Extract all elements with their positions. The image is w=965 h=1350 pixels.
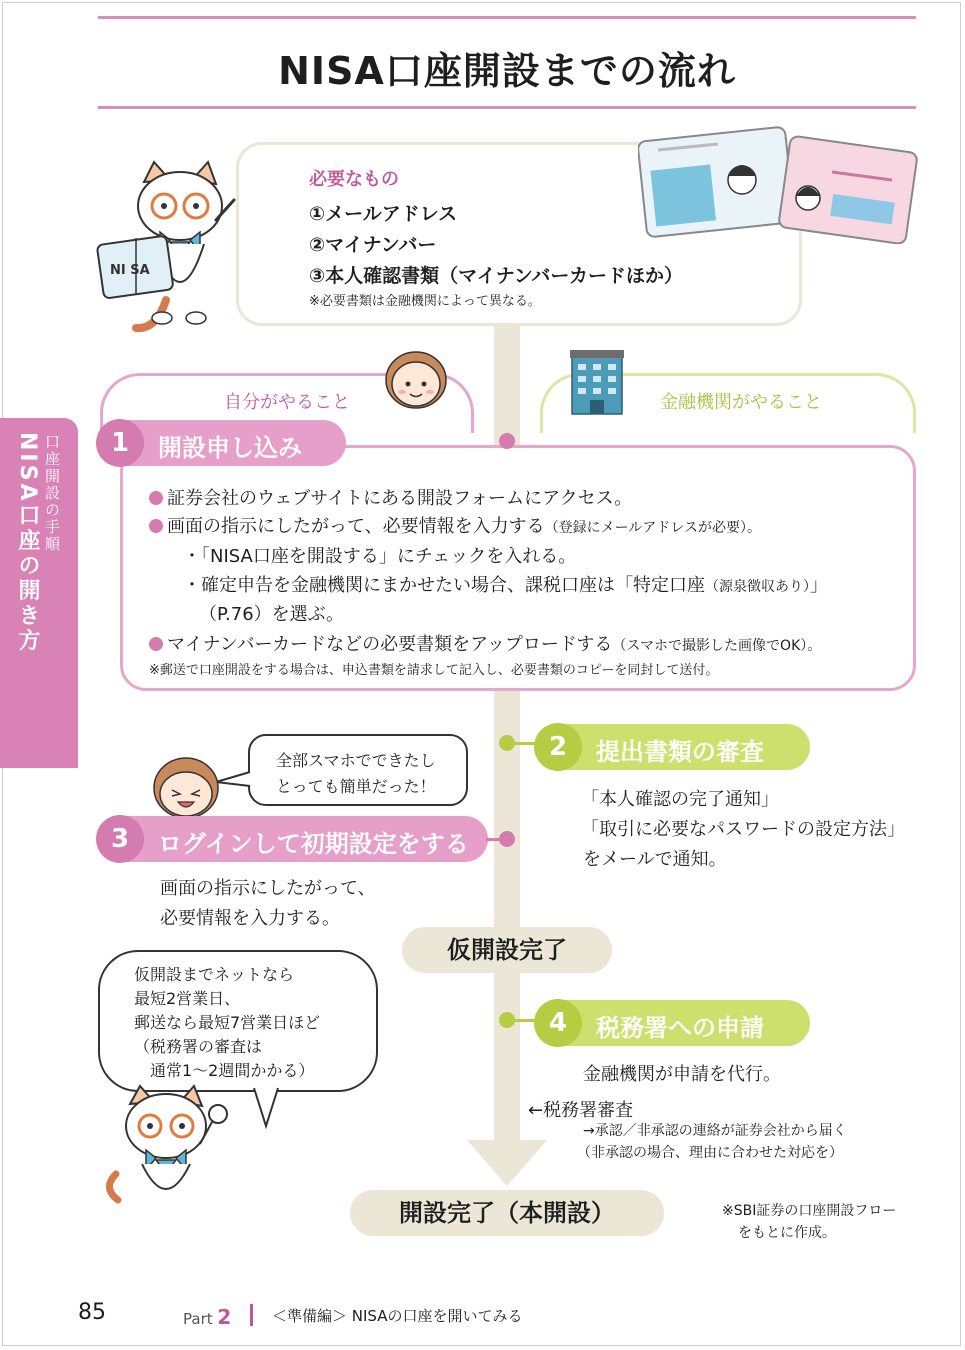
woman-face-illustration <box>380 344 452 410</box>
bullet-icon <box>149 491 163 505</box>
bubble-tail <box>250 1086 290 1130</box>
bullet-icon <box>149 637 163 651</box>
required-item: ③本人確認書類（マイナンバーカードほか） <box>309 265 684 287</box>
bubble-line: 通常1～2週間かかる） <box>150 1061 315 1080</box>
bubble-line: 最短2営業日、 <box>134 989 241 1008</box>
speech-bubble-timeline <box>98 950 378 1092</box>
step1-subline: ・確定申告を金融機関にまかせたい場合、課税口座は「特定口座（源泉徴収あり）」 <box>183 575 828 596</box>
step1-note: ※郵送で口座開設をする場合は、申込書類を請求して記入し、必要書類のコピーを同封して送付。 <box>149 663 719 678</box>
provisional-complete-milestone: 仮開設完了 <box>402 927 612 973</box>
source-note: をもとに作成。 <box>738 1225 836 1241</box>
title-top-rule <box>98 16 916 19</box>
full-complete-milestone: 開設完了（本開設） <box>350 1190 664 1236</box>
step1-connector-dot <box>499 433 515 449</box>
step3-line: 画面の指示にしたがって、 <box>160 878 376 899</box>
required-items-heading: 必要なもの <box>309 169 399 190</box>
side-tab-title: NISA口座の開き方 <box>15 432 40 654</box>
bubble-line: とっても簡単だった！ <box>276 777 436 796</box>
step1-box <box>120 445 916 691</box>
tax-review-label: ←税務署審査 <box>528 1100 634 1121</box>
footer-part: Part 2 <box>183 1305 232 1329</box>
building-icon <box>568 346 626 416</box>
step1-number: 1 <box>96 419 144 467</box>
step3-line: 必要情報を入力する。 <box>160 908 340 929</box>
step1-line: マイナンバーカードなどの必要書類をアップロードする（スマホで撮影した画像でOK）。 <box>149 630 821 656</box>
step2-line: をメールで通知。 <box>583 849 727 870</box>
tax-review-line: →承認／非承認の連絡が証券会社から届く <box>583 1123 847 1139</box>
girl-laughing-illustration <box>150 752 222 822</box>
step3-label: ログインして初期設定をする <box>158 830 469 858</box>
step4-line: 金融機関が申請を代行。 <box>583 1064 781 1085</box>
footer-chapter: ＜準備編＞ NISAの口座を開いてみる <box>272 1307 523 1325</box>
step1-line: 画面の指示にしたがって、必要情報を入力する（登録にメールアドレスが必要）。 <box>149 512 761 538</box>
step4-pill <box>536 1000 810 1046</box>
chapter-side-tab <box>0 418 78 768</box>
institution-column-label: 金融機関がやること <box>656 388 826 414</box>
step1-subline: ・「NISA口座を開設する」にチェックを入れる。 <box>183 546 577 567</box>
step1-pill <box>98 420 346 466</box>
side-tab-subtitle: 口座開設の手順 <box>43 434 61 553</box>
step4-label: 税務署への申請 <box>596 1014 764 1042</box>
tax-review-line: （非承認の場合、理由に合わせた対応を） <box>577 1145 843 1161</box>
step2-label: 提出書類の審査 <box>596 738 764 766</box>
page-number: 85 <box>78 1300 106 1325</box>
step3-connector-dot <box>499 831 515 847</box>
step1-line: 証券会社のウェブサイトにある開設フォームにアクセス。 <box>149 484 632 510</box>
bubble-line: （税務署の審査は <box>134 1037 263 1056</box>
title-bottom-rule <box>98 106 916 109</box>
footer-divider <box>250 1304 253 1326</box>
step3-number: 3 <box>96 815 144 863</box>
page-title: NISA口座開設までの流れ <box>278 49 736 93</box>
flow-arrowhead <box>467 1140 547 1186</box>
bubble-line: 全部スマホでできたし <box>276 751 436 770</box>
step2-number: 2 <box>534 723 582 771</box>
bullet-icon <box>149 519 163 533</box>
step1-label: 開設申し込み <box>158 434 302 462</box>
required-item: ②マイナンバー <box>309 234 437 256</box>
source-note: ※SBI証券の口座開設フロー <box>722 1203 897 1219</box>
bubble-line: 仮開設までネットなら <box>134 965 295 984</box>
required-item: ①メールアドレス <box>309 203 458 225</box>
required-items-note: ※必要書類は金融機関によって異なる。 <box>309 294 541 309</box>
id-cards-illustration <box>638 124 928 244</box>
speech-bubble-easy <box>248 734 468 806</box>
step2-pill <box>536 724 810 770</box>
step1-subline: （P.76）を選ぶ。 <box>199 604 345 625</box>
step3-pill <box>98 816 488 862</box>
step2-line: 「取引に必要なパスワードの設定方法」 <box>581 819 905 840</box>
self-column-label: 自分がやること <box>220 388 354 414</box>
bubble-line: 郵送なら最短7営業日ほど <box>134 1013 321 1032</box>
cat-waving-illustration <box>96 1084 246 1204</box>
step2-line: 「本人確認の完了通知」 <box>581 789 779 810</box>
book-label: NI SA <box>110 263 150 278</box>
step4-number: 4 <box>534 999 582 1047</box>
